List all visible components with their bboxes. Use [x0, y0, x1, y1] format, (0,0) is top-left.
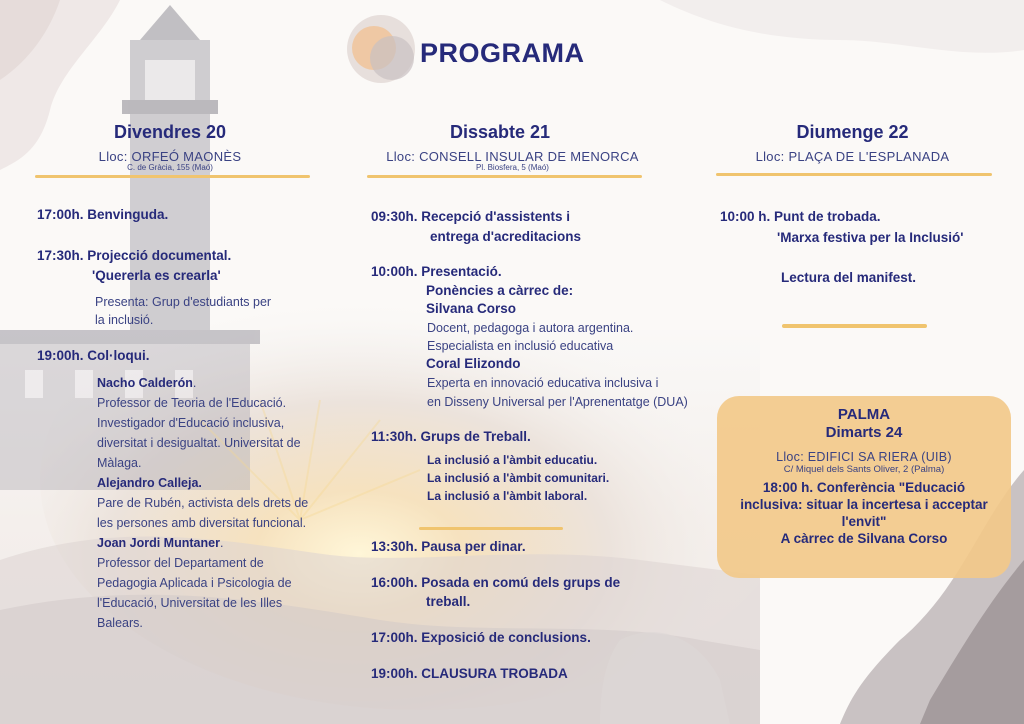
speaker-desc: Pedagogia Aplicada i Psicologia de [97, 576, 292, 590]
speaker-desc: Experta en innovació educativa inclusiva i [427, 376, 659, 390]
palma-city: PALMA [837, 406, 891, 423]
speaker-name-punct: . [192, 376, 197, 390]
event-saturday-1700: 17:00h. Exposició de conclusions. [371, 630, 591, 645]
day-address-saturday: Pl. Biosfera, 5 (Maó) [476, 163, 549, 172]
speaker-desc: diversitat i desigualtat. Universitat de [97, 436, 301, 450]
page-title: PROGRAMA [420, 38, 585, 68]
event-saturday-0930: 09:30h. Recepció d'assistents i [371, 209, 571, 224]
event-sunday-1000: 10:00 h. Punt de trobada. [720, 209, 881, 224]
day-location-sunday: Lloc: PLAÇA DE L'ESPLANADA [755, 149, 950, 164]
event-saturday-1600-cont: treball. [426, 594, 471, 609]
event-saturday-1000-sub: Ponències a càrrec de: [426, 283, 574, 298]
palma-event-line: 18:00 h. Conferència "Educació [762, 480, 966, 495]
divider [419, 527, 563, 530]
event-saturday-0930-cont: entrega d'acreditacions [430, 229, 582, 244]
speaker-desc: les persones amb diversitat funcional. [97, 516, 307, 530]
palma-event-content [717, 396, 1011, 578]
event-saturday-1130: 11:30h. Grups de Treball. [371, 429, 531, 444]
speaker-name-punct: . [219, 536, 224, 550]
day-location-saturday: Lloc: CONSELL INSULAR DE MENORCA [386, 149, 639, 164]
divider [367, 175, 642, 178]
palma-event-line: l'envit" [841, 514, 887, 529]
palma-day: Dimarts 24 [825, 424, 903, 441]
palma-location: Lloc: EDIFICI SA RIERA (UIB) [776, 450, 952, 464]
day-heading-friday: Divendres 20 [113, 122, 227, 142]
speaker-name [97, 376, 196, 390]
event-sunday-manifest: Lectura del manifest. [781, 270, 917, 285]
speaker-desc: en Disseny Universal per l'Aprenentatge (DUA) [427, 395, 688, 409]
speaker-name [97, 536, 223, 550]
event-friday-1900: 19:00h. Col·loqui. [37, 348, 150, 363]
speaker-name-text: Joan Jordi Muntaner [97, 536, 220, 550]
event-saturday-1000: 10:00h. Presentació. [371, 264, 502, 279]
workgroup-item: La inclusió a l'àmbit laboral. [427, 489, 588, 503]
divider [782, 324, 927, 328]
event-sunday-1000-title: 'Marxa festiva per la Inclusió' [777, 230, 964, 245]
speaker-desc: Professor del Departament de [97, 556, 264, 570]
speaker-desc: Professor de Teoria de l'Educació. [97, 396, 287, 410]
day-address-friday: C. de Gràcia, 155 (Maó) [127, 163, 213, 172]
speaker-desc: l'Educació, Universitat de les Illes [97, 596, 283, 610]
speaker-name: Coral Elizondo [426, 356, 521, 371]
divider [35, 175, 310, 178]
speaker-desc: Investigador d'Educació inclusiva, [97, 416, 285, 430]
day-heading-saturday: Dissabte 21 [449, 122, 551, 142]
event-friday-1730-title: 'Quererla es crearla' [92, 268, 221, 283]
speaker-desc: Docent, pedagoga i autora argentina. [427, 321, 634, 335]
event-saturday-1900: 19:00h. CLAUSURA TROBADA [371, 666, 568, 681]
palma-event-line: inclusiva: situar la incertesa i acceptar [740, 497, 988, 512]
day-location-friday: Lloc: ORFEÓ MAONÈS [98, 149, 242, 164]
palma-event-line: A càrrec de Silvana Corso [780, 531, 948, 546]
speaker-desc: Pare de Rubén, activista dels drets de [97, 496, 309, 510]
workgroup-item: La inclusió a l'àmbit comunitari. [427, 471, 610, 485]
speaker-name: Silvana Corso [426, 301, 517, 316]
speaker-name: Alejandro Calleja. [97, 476, 202, 490]
palma-address: C/ Miquel dels Sants Oliver, 2 (Palma) [783, 464, 945, 475]
speaker-desc: Especialista en inclusió educativa [427, 339, 614, 353]
speaker-desc: Balears. [97, 616, 143, 630]
event-friday-1730: 17:30h. Projecció documental. [37, 248, 232, 263]
divider [716, 173, 992, 176]
event-friday-1730-desc: Presenta: Grup d'estudiants per [95, 295, 272, 309]
event-friday-1730-desc: la inclusió. [95, 313, 154, 327]
event-friday-1700: 17:00h. Benvinguda. [37, 207, 169, 222]
event-saturday-1330: 13:30h. Pausa per dinar. [371, 539, 526, 554]
speaker-name-text: Nacho Calderón [97, 376, 193, 390]
speaker-desc: Màlaga. [97, 456, 142, 470]
workgroup-item: La inclusió a l'àmbit educatiu. [427, 453, 598, 467]
day-heading-sunday: Diumenge 22 [796, 122, 909, 142]
event-saturday-1600: 16:00h. Posada en comú dels grups de [371, 575, 621, 590]
